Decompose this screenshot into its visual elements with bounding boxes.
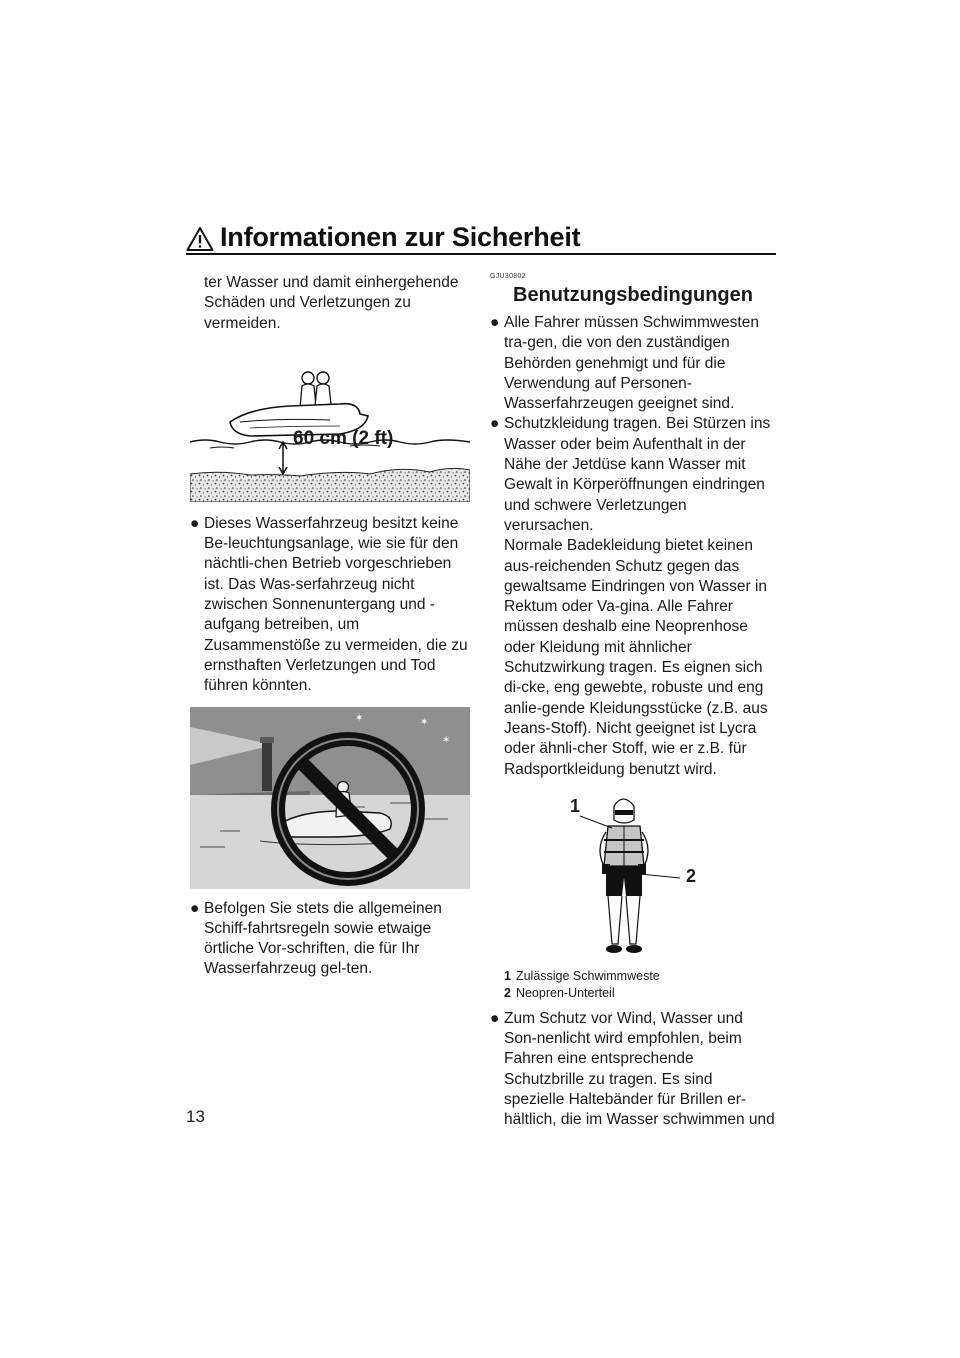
bullet-dot: ● [190, 899, 200, 917]
figure-night-prohibited [190, 707, 472, 889]
caption-text: Zulässige Schwimmweste [515, 968, 660, 983]
caption-item [490, 968, 776, 985]
callout-1: 1 [570, 795, 581, 816]
right-column [490, 273, 776, 1131]
bullet-dot: ● [490, 415, 500, 433]
person-with-vest-illustration [490, 794, 776, 964]
caption-number: 1 [504, 968, 511, 983]
bullet-text: Schutzkleidung tragen. Bei Stürzen ins Wasser oder beim Aufenthalt in der Nähe der Jetdüse kann Wasser mit Gewalt in Körperöffnungen eindringen und schwere Verletzungen verursachen. [504, 415, 771, 534]
section-code: GJU30802 [490, 273, 526, 280]
warning-triangle-icon [186, 226, 214, 252]
svg-text:✶: ✶ [442, 734, 451, 746]
svg-text:✶: ✶ [420, 716, 429, 728]
bullet-text: Alle Fahrer müssen Schwimmwesten tra-gen, die von den zuständigen Behörden genehmigt und für die Verwendung auf Personen-Wasserfahrzeugen geeignet sind. [504, 314, 759, 413]
bullet-text: Zum Schutz vor Wind, Wasser und Son-nenlicht wird empfohlen, beim Fahren eine entsprechende Schutzbrille zu tragen. Es sind spezielle Haltebänder für Brillen er-hältlich, die im Wasser schwimmen und [504, 1009, 775, 1129]
bullet-life-vests [490, 313, 776, 414]
night-riding-prohibited-illustration [190, 707, 470, 889]
caption-text: Neopren-Unterteil [515, 985, 615, 1000]
bullet-navigation-rules [190, 899, 472, 980]
bullet-dot: ● [490, 1009, 500, 1027]
page-title: Informationen zur Sicherheit [220, 222, 581, 252]
bullet-text: Befolgen Sie stets die allgemeinen Schiff-fahrtsregeln sowie etwaige örtliche Vor-schriften, die für Ihr Wasserfahrzeug gel-ten. [204, 899, 442, 978]
page-number: 13 [186, 1107, 205, 1126]
page-header [186, 222, 776, 256]
caption-number: 2 [504, 985, 511, 1000]
left-column [190, 273, 472, 980]
bullet-dot: ● [490, 314, 500, 331]
svg-text:✶: ✶ [355, 712, 364, 724]
bullet-protective-clothing [490, 414, 776, 779]
caption-item [490, 985, 776, 1002]
figure-clearance-diagram [190, 362, 472, 502]
header-rule [186, 253, 776, 255]
callout-2: 2 [686, 865, 697, 886]
bullet-dot: ● [190, 514, 200, 532]
figure-captions [490, 968, 776, 1002]
figure-protective-gear [490, 794, 776, 964]
distance-label: 60 cm (2 ft) [293, 427, 394, 449]
bullet-eye-protection [490, 1009, 776, 1131]
bullet-text-continued: Normale Badekleidung bietet keinen aus-reichenden Schutz gegen das gewaltsame Eindringen von Wasser in Rektum oder Va-gina. Alle Fahrer müssen deshalb eine Neoprenhose oder Kleidung mit ähnlicher Schutzwirkung tragen. Es eignen sich di-cke, eng gewebte, robuste und eng anlie-gende Kleidungsstücke (z.B. aus Jeans-Stoff). Nicht geeignet ist Lycra oder ähnli-cher Stoff, wie er z.B. für Radsportkleidung benutzt wird. [504, 537, 768, 778]
section-title: Benutzungsbedingungen [513, 284, 753, 306]
bullet-text: Dieses Wasserfahrzeug besitzt keine Be-leuchtungsanlage, wie sie für den nächtli-chen Betrieb vorgeschrieben ist. Das Was-serfahrzeug nicht zwischen Sonnenuntergang und -aufgang betreiben, um Zusammenstöße zu vermeiden, die zu ernsthaften Verletzungen und Tod führen könnten. [204, 514, 468, 695]
bullet-no-lights [190, 514, 472, 697]
intro-paragraph: ter Wasser und damit einhergehende Schäden und Verletzungen zu vermeiden. [204, 274, 459, 332]
